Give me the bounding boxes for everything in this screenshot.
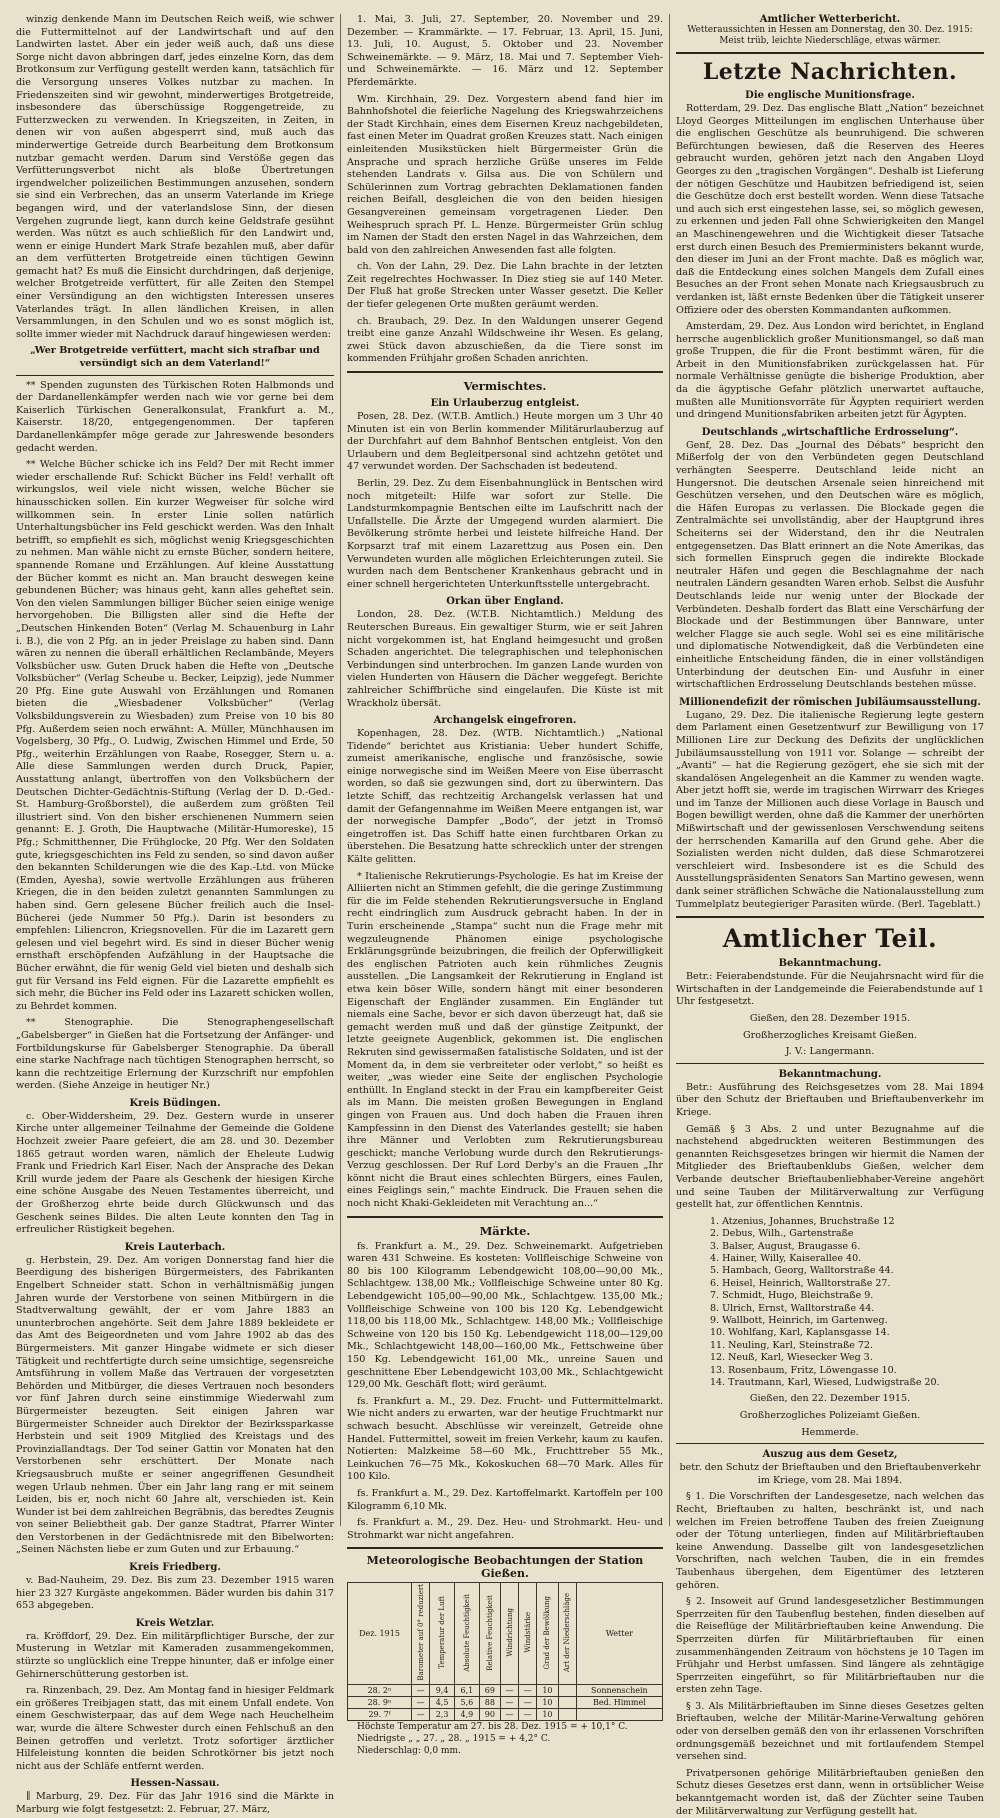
article-text: winzig denkende Mann im Deutschen Reich weiß, wie schwer die Futtermittelnot auf der Landwirtschaft und auf den Landwirten lastet. Aber ein jeder weiß auch, daß uns diese Sorge nicht davon abbringen darf, jedes einzelne Korn, das dem Brotkonsum zur Verfügung gestellt werden kann, tatsächlich für die Versorgung unseres Volkes nutzbar zu machen. In Friedenszeiten sind wir gewohnt, minderwertiges Brotgetreide, insbesondere das überschüssige Roggengetreide, zu Futterzwecken zu verwenden. In Kriegszeiten, in Zeiten, in denen wir von außen abgesperrt sind, muß auch das minderwertige Getreide durch Bearbeitung dem Brotkonsum nutzbar gemacht werden. Darum sind Verstöße gegen das Verfütterungsverbot nicht als bloße Übertretungen irgendwelcher polizeilichen Bestimmungen anzusehen, sondern sie sind ein Verbrechen, das an unserm Vaterlande im Kriege begangen wird, und der vaterlandslose Sinn, der diesen Vergehen zugrunde liegt, kann durch keine Geldstrafe gesühnt werden. Was nützt es auch schließlich für den Landwirt und, wenn er einige Hundert Mark Strafe bezahlen muß, aber dafür an dem verfütterten Brotgetreide einen tüchtigen Gewinn gemacht hat? Es muß die Einsicht durchdringen, daß derjenige, welcher Brotgetreide verfüttert, für alle Zeiten den Stempel einer Versündigung an den wichtigsten Interessen unseres Vaterlandes trägt. In allen ländlichen Kreisen, in allen Versammlungen, in den Schulen und wo es sonst möglich ist, sollte immer wieder mit Nachdruck darauf hingewiesen werden: — [16, 14, 334, 340]
table-header: Barometer auf 0° reduziert — [412, 1583, 430, 1685]
table-header: Absolute Feuchtigkeit — [454, 1583, 479, 1685]
weather-report-text: Wetteraussichten in Hessen am Donnerstag, den 30. Dez. 1915: Meist trüb, leichte Niederschläge, etwas wärmer. — [687, 25, 973, 46]
article-text: ** Stenographie. Die Stenographengesellschaft „Gabelsberger“ in Gießen hat die Fortsetzung der Anfänger- und Fortbildungskurse für Gabelsberger Stenographie. Da überall eine starke Nachfrage nach tüchtigen Stenographen herrscht, so kann die rechtzeitige Erlernung der Kurzschrift nur empfohlen werden. (Siehe Anzeige in heutiger Nr.) — [16, 1017, 334, 1092]
notice-text: § 1. Die Vorschriften der Landesgesetze, nach welchen das Recht, Brieftauben zu halten, beschränkt ist, und nach welchen im Freien betroffene Tauben des freien Zueignung oder der Tötung unterliegen, finden auf Militärbrieftauben keine Anwendung. Dasselbe gilt von landesgesetzlichen Vorschriften, nach welchen Tauben, die in ein fremdes Taubenhaus übergehen, dem Eigentümer des letzteren gehören. — [676, 1491, 984, 1591]
article-text: Lugano, 29. Dez. Die italienische Regierung legte gestern dem Parlament einen Gesetzentwurf zur Bewilligung von 17 Millionen Lire zur Deckung des Defizits der unglücklichen Jubiläumsausstellung von 1911 vor. Solange — schreibt der „Avanti“ — hat die Regierung gezögert, ehe sie sich mit der skandalösen Angelegenheit an die Kammer zu wenden wagte. Aber jetzt hofft sie, werde im tragischen Wirrwarr des Krieges und im Tanze der Millionen auch diese Vorlage in Bausch und Bogen bewilligt werden, ohne daß die Kammer der unerhörten Mißwirtschaft und der gewissenlosen Verschwendung seitens der herrschenden Kamarilla auf den Grund gehe. Aber die Sozialisten werden nicht dulden, daß diese Schmarotzerei verschleiert wird. Insbesondere ist es die Schuld des Ausstellungspräsidenten Senators San Martino gewesen, wenn dank seiner sträflichen Schwäche die Nationalausstellung zum Tummelplatz beutegieriger Parasiten würde. (Berl. Tageblatt.) — [676, 709, 984, 910]
divider — [676, 916, 984, 918]
notice-signature: Großherzogliches Kreisamt Gießen. — [742, 1029, 918, 1041]
article-text: * Italienische Rekrutierungs-Psychologie. Es hat im Kreise der Alliierten nicht an Stimmen gefehlt, die die geringe Zustimmung für die im Felde stehenden Rekrutierungsversuche in England recht eindringlich zum Ausdruck gebracht haben. In der in Turin erscheinende „Stampa“ sucht nun die Frage mehr mit wegzuleugnende Phänomen einige psychologische Erklärungsgründe beizubringen, die freilich der Opferwilligkeit des englischen Patrioten auch kein rühmliches Zeugnis ausstellen. „Die Langsamkeit der Rekrutierung in England ist etwa kein böser Wille, sondern hängt mit einer besonderen Eigenschaft der Engländer zusammen. Ein Engländer tut niemals eine Sache, bevor er sich davon überzeugt hat, daß sie gemacht werden muß und daß der günstige Zeitpunkt, der letzte geeignete Augenblick, gekommen ist. Die englischen Rekruten sind gewissermaßen fatalistische Soldaten, und ist der Moment da, in dem sie verbreiteter oder verlobt,“ so heißt es weiter, „was wieder eine Seite der englischen Psychologie enthüllt. In England steckt in der Frau ein kampfbereiter Geist als im Mann. Die meisten großen Bewegungen in England gingen von Frauen aus. Und doch haben die Frauen ihren Kampfessinn in den Dienst des Vaterlandes gestellt; sie haben ihre Männer und Verlobten zum Rekrutierungsbureau geschickt; manche Verlobung wurde durch den Rekrutierungs-Verzug geschlossen. Der Ruf Lord Derby's an die Frauen „Ihr könnt nicht die Braut eines schlechten Bürgers, eines Faulen, eines Feiglings sein,“ machte Eindruck. Die Frauen sehen die noch nicht Khaki-Gekleideten mit Verachtung an...“ — [347, 870, 663, 1210]
article-text: fs. Frankfurt a. M., 29. Dez. Heu- und Strohmarkt. Heu- und Strohmarkt war nicht angefahren. — [347, 1517, 663, 1541]
notice-signature: Großherzogliches Polizeiamt Gießen. — [739, 1410, 921, 1421]
article-text: Posen, 28. Dez. (W.T.B. Amtlich.) Heute morgen um 3 Uhr 40 Minuten ist ein von Berlin kommender Militärurlauberzug auf der Durchfahrt auf dem Bahnhof Bentschen entgleist. Von den Urlaubern und dem Begleitpersonal sind achtzehn getötet und 47 verwundet worden. Der Sachschaden ist bedeutend. — [347, 411, 663, 473]
notice-text: betr. den Schutz der Brieftauben und den Brieftaubenverkehr im Kriege, vom 28. Mai 1894. — [679, 1462, 981, 1486]
article-text: London, 28. Dez. (W.T.B. Nichtamtlich.) Meldung des Reuterschen Bureaus. Ein gewaltiger Sturm, wie er seit Jahren nicht vorgekommen ist, hat England heimgesucht und großen Schaden angerichtet. Die telegraphischen und telephonischen Verbindungen sind unterbrochen. Im ganzen Lande wurden von vielen Hunderten von Häusern die Dächer weggefegt. Berichte zahlreicher Schiffbrüche sind eingelaufen. Die Küste ist mit Wrackholz übersät. — [347, 609, 663, 709]
article-text: ** Spenden zugunsten des Türkischen Roten Halbmonds und der Dardanellenkämpfer werden nach wie vor gerne bei dem Kaiserlich Türkischen Generalkonsulat, Frankfurt a. M., Kaiserstr. 18/20, entgegengenommen. Der tapferen Dardanellenkämpfer möge gerade zur Jahreswende besonders gedacht werden. — [16, 379, 334, 454]
table-row: 28. 9ⁿ — 4,5 5,6 88 — — 10 Bed. Himmel — [348, 1696, 663, 1708]
weather-table — [347, 1582, 663, 1721]
column-1 — [10, 14, 340, 1815]
divider — [347, 1216, 663, 1218]
section-title: Amtlicher Teil. — [722, 924, 938, 954]
list-item: 7. Schmidt, Hugo, Bleichstraße 9. — [710, 1290, 874, 1302]
weather-footnote: Höchste Temperatur am 27. bis 28. Dez. 1915 = + 10,1° C. — [357, 1721, 628, 1732]
notice-text: Betr.: Ausführung des Reichsgesetzes vom 28. Mai 1894 über den Schutz der Brieftauben und Brieftaubenverkehr im Kriege. — [676, 1081, 984, 1118]
notice-text: § 3. Als Militärbrieftauben im Sinne dieses Gesetzes gelten Brieftauben, welche der Militär-Marine-Verwaltung gehören oder von derselben gemäß den von ihr erlassenen Vorschriften ordnungsgemäß bezeichnet und mit fortlaufendem Stempel versehen sind. — [676, 1700, 984, 1763]
notice-date: Gießen, den 28. Dezember 1915. — [749, 1013, 911, 1024]
article-text: fs. Frankfurt a. M., 29. Dez. Schweinemarkt. Aufgetrieben waren 431 Schweine. Es kosteten: Vollfleischige Schweine von 80 bis 100 Kilogramm Lebendgewicht 108,00—90,00 Mk., Schlachtgew. 138,00 Mk.; Vollfleischige Schweine unter 80 Kg. Lebendgewicht 105,00—90,00 Mk., Schlachtgew. 135,00 Mk.; Vollfleischige Schweine von 100 bis 120 Kg. Lebendgewicht 118,00 bis 118,00 Mk., Schlachtgew. 148,00 Mk.; Vollfleischige Schweine von 120 bis 150 Kg. Lebendgewicht 118,00—129,00 Mk., Schlachtgewicht 148,00—160,00 Mk., Fettschweine über 150 Kg. Lebendgewicht 161,00 Mk., unreine Sauen und geschnittene Eber Lebendgewicht 103,00 Mk., Schlachtgewicht 129,00 Mk. Geschäft flott; wird geräumt. — [347, 1240, 663, 1391]
article-text: ra. Rinzenbach, 29. Dez. Am Montag fand in hiesiger Feldmark ein größeres Treibjagen statt, das mit einem Unfall endete. Von einem Geschwisterpaar, das auf dem Wege nach Heuchelheim war, wurde die ältere Schwester durch einen Fehlschuß an den Beinen getroffen und verletzt. Trotz sofortiger ärztlicher Hilfeleistung konnten die beiden Schrotkörner bis jetzt noch nicht aus der Schläfe entfernt werden. — [16, 1685, 334, 1772]
list-item: 14. Trautmann, Karl, Wiesed, Ludwigstraße 20. — [710, 1377, 940, 1388]
divider — [676, 1443, 984, 1444]
list-item: 13. Rosenbaum, Fritz, Löwengasse 10. — [710, 1364, 897, 1376]
table-row: 28. 2ⁿ — 9,4 6,1 69 — — 10 Sonnenschein — [348, 1684, 663, 1696]
section-heading: Märkte. — [479, 1223, 531, 1238]
article-text: 1. Mai, 3. Juli, 27. September, 20. November und 29. Dezember. — Krammärkte. — 17. Februar, 13. April, 15. Juni, 13. Juli, 10. August, 5. Oktober und 23. November Schweinemärkte. — 9. März, 18. Mai und 7. September Vieh- und Schweinemärkte. — 16. März und 12. September Pferdemärkte. — [347, 14, 663, 88]
article-heading: Deutschlands „wirtschaftliche Erdrosselung“. — [701, 426, 959, 438]
weather-footnote: Niedrigste „ „ 27. „ 28. „ 1915 = + 4,2° C. — [357, 1733, 551, 1744]
section-heading: Kreis Wetzlar. — [135, 1617, 215, 1629]
list-item: 12. Neuß, Karl, Wiesecker Weg 3. — [710, 1352, 873, 1364]
quote: „Wer Brotgetreide verfüttert, macht sich strafbar und versündigt sich an dem Vaterland!“ — [30, 345, 320, 370]
weather-report-title: Amtlicher Wetterbericht. — [759, 14, 901, 25]
notice-heading: Bekanntmachung. — [778, 958, 882, 970]
divider — [347, 371, 663, 373]
article-text: c. Ober-Widdersheim, 29. Dez. Gestern wurde in unserer Kirche unter allgemeiner Teilnahme der Gemeinde die Goldene Hochzeit zweier Paare gefeiert, die am 28. und 30. Dezember 1865 getraut worden waren, nämlich der Eheleute Ludwig Frank und Friedrich Karl Eiser. Nach der Ansprache des Dekan Krill wurde jedem der Paare als Geschenk der hiesigen Kirche eine schöne Ausgabe des Neuen Testamentes überreicht, und der Großherzog ehrte beide durch Glückwunsch und das Geschenk seines Bildes. Die alten Leute konnten den Tag in erfreulicher Rüstigkeit begehen. — [16, 1110, 334, 1236]
table-header: Windrichtung — [500, 1583, 518, 1685]
weather-footnote: Niederschlag: 0,0 mm. — [357, 1745, 461, 1756]
table-header: Dez. 1915 — [348, 1583, 412, 1685]
article-text: Genf, 28. Dez. Das „Journal des Débats“ bespricht den Mißerfolg der von den Verbündeten gegen Deutschland verhängten Seesperre. Deutschland leide nicht an Hungersnot. Die deutschen Arsenale seien hinreichend mit Geschützen versehen, und den Deutschen wäre es möglich, die Häfen Europas zu verlassen. Die Blockade gegen die Zentralmächte sei unvollständig, aber der Hauptgrund ihres Scheiterns sei der Widerstand, den ihr die Neutralen entgegensetzen. Das Blatt erinnert an die Note Amerikas, das sich formellen Einspruch gegen die indirekte Blockade neutraler Häfen und gegen die Beschlagnahme der nach neutralen Ländern gesandten Waren erhob. Selbst die Ausfuhr Deutschlands leide nur wenig unter der Blockade der Verbündeten. Deshalb fordert das Blatt eine Verschärfung der Blockade und der Bestimmungen über Bannware, unter welcher Flagge sie auch segle. Wohl sei es eine militärische und diplomatische Notwendigkeit, daß die Verbündeten eine einheitliche Entscheidung fänden, die in einer vollständigen Unterbindung der deutschen Ein- und Ausfuhr in einer wirtschaftlichen Erdrosselung Deutschlands bestehen müsse. — [676, 439, 984, 691]
section-heading: Hessen-Nassau. — [130, 1778, 220, 1790]
column-2 — [340, 14, 670, 1756]
notice-heading: Auszug aus dem Gesetz, — [762, 1449, 898, 1461]
divider — [676, 1063, 984, 1064]
section-title: Letzte Nachrichten. — [702, 59, 958, 85]
table-header: Wetter — [576, 1583, 662, 1685]
member-list — [710, 1216, 984, 1390]
article-text: Berlin, 29. Dez. Zu dem Eisenbahnunglück in Bentschen wird noch mitgeteilt: Hilfe war sofort zur Stelle. Die Landsturmkompagnie Bentschen eilte im Laufschritt nach der Unfallstelle. Die Ärzte der Umgegend wurden alarmiert. Die Bevölkerung strömte herbei und leistete hilfreiche Hand. Der Korpsarzt traf mit einem Lazarettzug aus Posen ein. Den Verwundeten wurden alle möglichen Erleichterungen zuteil. Sie wurden nach dem Bentschener Krankenhaus gebracht und in einer schnell hergerichteten Unterkunftsstelle untergebracht. — [347, 478, 663, 590]
list-item: 1. Atzenius, Johannes, Bruchstraße 12 — [710, 1215, 895, 1227]
list-item: 2. Debus, Wilh., Gartenstraße — [710, 1228, 854, 1240]
section-heading: Vermischtes. — [463, 379, 547, 394]
divider — [676, 52, 984, 54]
list-item: 10. Wohlfang, Karl, Kaplansgasse 14. — [710, 1327, 890, 1339]
list-item: 11. Neuling, Karl, Steinstraße 72. — [710, 1339, 873, 1351]
article-text: ∥ Marburg, 29. Dez. Für das Jahr 1916 sind die Märkte in Marburg wie folgt festgesetzt: 2. Februar, 27. März, — [16, 1791, 334, 1815]
article-text: g. Herbstein, 29. Dez. Am vorigen Donnerstag fand hier die Beerdigung des bisherigen Bürgermeisters, des Fabrikanten Engelbert Schneider statt. Schon in verhältnismäßig jungen Jahren wurde der Verstorbene von seinen Mitbürgern in die Stadtverwaltung gewählt, der er vom Jahre 1883 an ununterbrochen angehörte. Seit dem Jahre 1889 bekleidete er das Amt des Beigeordneten und vom Jahre 1902 ab das des Bürgermeisters. Mit ganzer Hingabe widmete er sich dieser Tätigkeit und rechtfertigte durch seine umsichtige, segensreiche Amtsführung in vollem Maße das Vertrauen der vorgesetzten Behörden und Mitbürger, die dieses Vertrauen noch besonders vor fünf Jahren durch seine einstimmige Wiederwahl zum Bürgermeister bezeugten. Seit einigen Jahren war Bürgermeister Schneider auch Direktor der Bezirkssparkasse Herbstein und seit 1909 Mitglied des Kreistags und des Provinziallandtags. Der Tod seiner Gattin vor Monaten hat den Verstorbenen sehr erschüttert. Der Monate nach Kriegsausbruch mußte er seiner angegriffenen Gesundheit wegen Urlaub nehmen. Über ein Jahr lang rang er mit seinem Leiden, bis er, noch nicht 60 Jahre alt, verschieden ist. Kein Wunder ist bei dem zahlreichen Begräbnis, das beredtes Zeugnis von seiner Beliebtheit gab. Der ganze Stadtrat, Pfarrer Winter den Verstorbenen in der Gedächtnisrede mit den Bibelworten: „Seinen Nächsten liebe er zum Guten und zur Erbauung.“ — [16, 1254, 334, 1556]
notice-signature: Hemmerde. — [801, 1426, 859, 1438]
list-item: 9. Wallbott, Heinrich, im Gartenweg. — [710, 1314, 888, 1326]
article-heading: Die englische Munitionsfrage. — [745, 90, 915, 101]
article-text: Wm. Kirchhain, 29. Dez. Vorgestern abend fand hier im Bahnhofshotel die feierliche Nagelung des Kriegswahrzeichens der Stadt Kirchhain, eines dem Eisernen Kreuz nachgebildeten, fast einen Meter im Quadrat großen Kreuzes statt. Nach einigen einleitenden Musikstücken hielt Bürgermeister Grün die Ansprache und sprach herzliche Grüße unseres im Felde stehenden Landrats v. Gilsa aus. Die von Schülern und Schülerinnen zum Vortrag gebrachten Deklamationen fanden reichen Beifall, desgleichen die von den beiden hiesigen Gesangvereinen gemeinsam vorgetragenen Lieder. Den Weihespruch sprach Pf. L. Henze. Bürgermeister Grün schlug im Namen der Stadt den ersten Nagel in das Wahrzeichen, dem bald von den zahlreichen Anwesenden fast alle folgten. — [347, 93, 663, 256]
article-heading: Ein Urlauberzug entgleist. — [430, 398, 580, 410]
section-heading: Kreis Lauterbach. — [124, 1241, 226, 1253]
article-text: Kopenhagen, 28. Dez. (WTB. Nichtamtlich.) „National Tidende“ berichtet aus Kristiania: Ueber hundert Schiffe, zumeist amerikanische, englische und französische, sowie einige norwegische sind im Weißen Meere von Eise überrascht worden, so daß sie gezwungen sind, dort zu überwintern. Das letzte Schiff, das rechtzeitig Archangelsk verlassen hat und damit der Gefangennahme im Weißen Meere entgangen ist, war der norwegische Dampfer „Bodo“, der jetzt in Tromsö eingetroffen ist. Das Schiff hatte einen furchtbaren Orkan zu überstehen. Die Besatzung hatte schrecklich unter der strengen Kälte gelitten. — [347, 728, 663, 866]
table-header: Windstärke — [519, 1583, 537, 1685]
weather-table-title: Meteorologische Beobachtungen der Station Gießen. — [366, 1554, 644, 1581]
table-header: Grad der Bewölkung — [537, 1583, 558, 1685]
article-text: ch. Braubach, 29. Dez. In den Waldungen unserer Gegend treibt eine ganze Anzahl Wildschweine ihr Wesen. Es gelang, zwei Stück davon abzuschießen, da die Tiere sonst im kommenden Frühjahr großen Schaden anrichten. — [347, 315, 663, 365]
article-heading: Orkan über England. — [446, 596, 564, 608]
table-header: Temperatur der Luft — [430, 1583, 455, 1685]
notice-text: § 2. Insoweit auf Grund landesgesetzlicher Bestimmungen Sperrzeiten für den Taubenflug bestehen, finden dieselben auf die Reiseflüge der Militärbrieftauben keine Anwendung. Die Sperrzeiten dürfen für Militärbrieftauben für einen zusammenhängenden Zeitraum von höchstens je 10 Tagen im Frühjahr und Herbst umfassen. Sind längere als zehntägige Sperrzeiten eingeführt, so für Militärbrieftauben nur die ersten zehn Tage. — [676, 1596, 984, 1696]
article-text: Amsterdam, 29. Dez. Aus London wird berichtet, in England herrsche augenblicklich großer Munitionsmangel, so daß man große Truppen, die für die Front bestimmt wären, für die Arbeit in den Munitionsfabriken zurückgelassen hat. Für normale Verhältnisse genügte die bisherige Produktion, aber da die ägyptische Gefahr plötzlich unerwartet auftauche, mußten alle Munitionsvorräte für Ägypten requiriert werden und dringend Munitionsfabriken arbeiten jetzt für Ägypten. — [676, 321, 984, 421]
notice-signature: J. V.: Langermann. — [785, 1046, 875, 1058]
article-heading: Millionendefizit der römischen Jubiläumsausstellung. — [679, 696, 981, 708]
column-3 — [670, 14, 990, 1817]
article-text: fs. Frankfurt a. M., 29. Dez. Kartoffelmarkt. Kartoffeln per 100 Kilogramm 6,10 Mk. — [347, 1487, 663, 1512]
table-header: Relative Feuchtigkeit — [479, 1583, 500, 1685]
article-text: v. Bad-Nauheim, 29. Dez. Bis zum 23. Dezember 1915 waren hier 23 327 Kurgäste angekommen. Bäder wurden bis dahin 317 653 abgegeben. — [16, 1575, 334, 1612]
article-text: ra. Kröffdorf, 29. Dez. Ein militärpflichtiger Bursche, der zur Musterung in Wetzlar mit Kameraden zusammengekommen, stürzte so unglücklich eine Treppe hinunter, daß er infolge einer Gehirnerschütterung gestorben ist. — [16, 1630, 334, 1680]
notice-date: Gießen, den 22. Dezember 1915. — [749, 1393, 911, 1405]
list-item: 5. Hambach, Georg, Walltorstraße 44. — [710, 1265, 894, 1277]
list-item: 3. Balser, August, Braugasse 6. — [710, 1240, 861, 1252]
section-heading: Kreis Friedberg. — [129, 1562, 221, 1574]
table-header: Art der Niederschläge — [558, 1583, 576, 1685]
section-heading: Kreis Büdingen. — [129, 1097, 221, 1109]
divider — [347, 1547, 663, 1549]
list-item: 8. Ulrich, Ernst, Walltorstraße 44. — [710, 1302, 875, 1314]
article-text: ch. Von der Lahn, 29. Dez. Die Lahn brachte in der letzten Zeit regelrechtes Hochwasser. In Diez stieg sie auf 140 Meter. Der Fluß hat große Strecken unter Wasser gesetzt. Die Keller der tiefer gelegenen Orte mußten geräumt werden. — [347, 261, 663, 311]
table-row: 29. 7ᶠ — 2,3 4,9 90 — — 10 — [348, 1708, 663, 1720]
notice-text: Gemäß § 3 Abs. 2 und unter Bezugnahme auf die nachstehend abgedruckten weiteren Bestimmungen des genannten Reichsgesetzes bringen wir hiermit die Namen der Mitglieder des Brieftaubenklubs Gießen, welcher dem Verbande deutscher Brieftaubenliebhaber-Vereine angehört und seine Tauben der Militärverwaltung zur Verfügung gestellt hat, zur öffentlichen Kenntnis. — [676, 1123, 984, 1211]
notice-text: Privatpersonen gehörige Militärbrieftauben genießen den Schutz dieses Gesetzes erst dann, wenn in ortsüblicher Weise bekanntgemacht worden ist, daß der Züchter seine Tauben der Militärverwaltung zur Verfügung gestellt hat. — [676, 1767, 984, 1817]
divider — [16, 375, 334, 376]
article-text: fs. Frankfurt a. M., 29. Dez. Frucht- und Futtermittelmarkt. Wie nicht anders zu erwarten, war der heutige Fruchtmarkt nur schwach besucht. Abschlüsse wir vereinzelt, Getreide ohne Handel. Futtermittel, soweit im freien Verkehr, kaum zu kaufen. Notierten: Malzkeime 58—60 Mk., Fruchttreber 55 Mk., Leinkuchen 76—75 Mk., Kokoskuchen 68—70 Mark. Alles für 100 Kilo. — [347, 1395, 663, 1483]
list-item: 6. Heisel, Heinrich, Walltorstraße 27. — [710, 1277, 891, 1289]
notice-text: Betr.: Feierabendstunde. Für die Neujahrsnacht wird für die Wirtschaften in der Landgemeinde die Feierabendstunde auf 1 Uhr festgesetzt. — [676, 971, 984, 1008]
article-text: Rotterdam, 29. Dez. Das englische Blatt „Nation“ bezeichnet Lloyd Georges Mitteilungen im englischen Unterhause über die englischen Geschütze als beunruhigend. Die schweren Befürchtungen bewiesen, daß die Reserven des Heeres gebraucht wurden, gehören jetzt nach den Angaben Lloyd Georges zu den „tragischen Vorgängen“. Deshalb ist Lieferung der nötigen Geschütze und Haubitzen befriedigend ist, seien die Geschütze doch erst bestellt worden. Wenn diese Tatsache und auch sich erst eingestehen lasse, sei, so möglich gewesen, zu erkennen und jeden Fall ohne Schwierigkeiten den Mangel an Maschinengewehren und die Wichtigkeit dieser Tatsache erst durch einen Besuch des Premierministers bekannt wurde, den dieser im Juni an der Front machte. Daß es möglich war, daß die Entdeckung eines solchen Mangels dem Zufall eines Besuches an der Front sehen Monate nach Kriegsausbruch zu verdanken ist, läßt ernste Bedenken über die Tätigkeit unserer Offiziere oder des obersten Kommandanten aufkommen. — [676, 103, 984, 316]
article-heading: Archangelsk eingefroren. — [433, 715, 577, 727]
list-item: 4. Hainer, Willy, Kaiserallee 40. — [710, 1252, 862, 1264]
article-text: ** Welche Bücher schicke ich ins Feld? Der mit Recht immer wieder erschallende Ruf: Schickt Bücher ins Feld! verhallt oft wirkungslos, weil viele nicht wissen, welche Bücher sie hinausschicken sollen. Ein kurzer Wegweiser für solche wird willkommen sein. In erster Linie sollen natürlich Unterhaltungsbücher ins Feld geschickt werden. Was den Inhalt betrifft, so empfiehlt es sich, möglichst wenig Kriegsgeschichten zu nehmen. Man wähle nicht zu ernste Bücher, sondern heitere, spannende Romane und Erzählungen. Auf kleine Ausstattung der Bücher kommt es nicht an. Man braucht deswegen keine gebundenen Bücher; was hinaus geht, kann alles geheftet sein. Von den vielen Sammlungen billiger Bücher seien einige wenige hervorgehoben. Die Billigsten aller sind die Hefte der „Deutschen Hinkenden Boten“ (Verlag M. Schauenburg in Lahr i. B.), die von 2 Pfg. an in jeder Preislage zu haben sind. Dann wären zu nennen die überall erhältlichen Reclambände, Meyers Volksbücher usw. Guten Druck haben die Hefte von „Deutsche Volksbücher“ (Verlag Scheube u. Becker, Leipzig), jede Nummer 20 Pfg. Eine gute Auswahl von Erzählungen und Romanen bieten die „Wiesbadener Volksbücher“ (Verlag Volksbildungsverein zu Wiesbaden) zum Preise von 10 bis 80 Pfg. Außerdem seien noch erwähnt: A. Müller, Münchhausen im Vogelsberg, 30 Pfg., O. Ludwig, Zwischen Himmel und Erde, 50 Pfg., weiterhin Erzählungen von Raabe, Rosegger, Stern u. a. Alle diese Sammlungen werden durch Druck, Papier, Ausstattung anlangt, übertroffen von den Volksbüchern der Deutschen Dichter-Gedächtnis-Stiftung (Verlag der D. D.-Ged.-St. Hamburg-Großborstel), die außerdem zum größten Teil illustriert sind. Von den bisher erschienenen Nummern seien genannt: E. J. Groth, Die Hauptwache (Militär-Humoreske), 15 Pfg.; Schmitthenner, Die Frühglocke, 20 Pfg. Wer den Soldaten gute, kriegsgeschichten ins Feld zu senden, so sind davon außer den bekannten Schilderungen wie die des Kap.-Ltd. von Mücke (Emden, Ayesha), sowie wertvolle Erzählungen aus früheren Kriegen, die in den beiden zuletzt genannten Sammlungen zu haben sind. Gern gelesene Bücher freilich auch die Insel-Bücherei (jede Nummer 50 Pfg.). Darin ist besonders zu empfehlen: Liliencron, Kriegsnovellen. Für die im Lazarett gern gelesen und viel begehrt wird. Es sind in dieser Bücher wenig ernsthaft erschöpfenden Aufzählung in der Hauptsache die Bücher erwähnt, die für wenig Geld viel bieten und deshalb sich gut für Versand ins Feld eignen. Für die Lazarette empfiehlt es sich mehr, die Bücher ins Feld oder ins Lazarett schicken wollen, zu Behrdet kommen. — [16, 459, 334, 1012]
notice-heading: Bekanntmachung. — [778, 1068, 882, 1080]
